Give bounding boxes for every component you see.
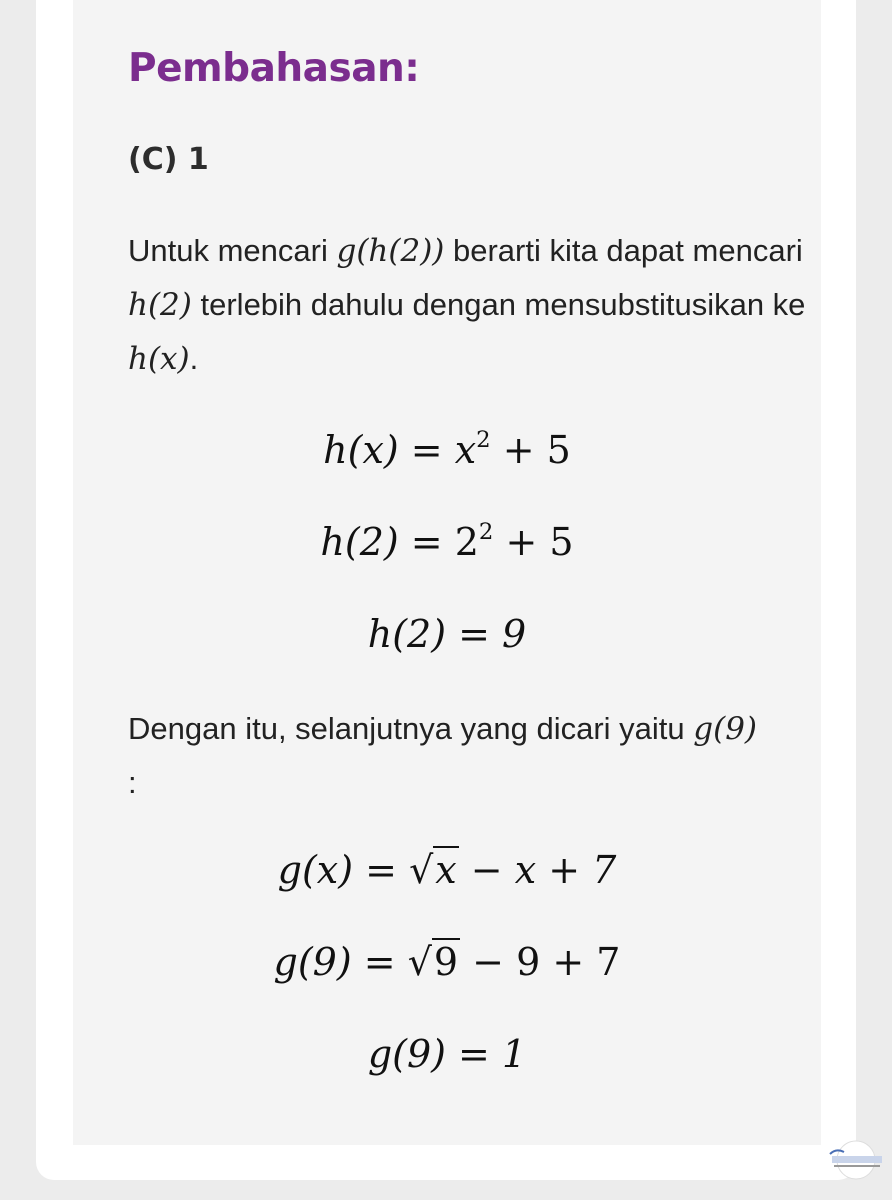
eq-g2-lhs: g(9) = <box>273 940 408 984</box>
para1-text-3: terlebih dahulu dengan mensubstitusikan ke <box>191 287 806 322</box>
eq-h1-rest: + 5 <box>490 428 571 472</box>
para1-math-g-of-h2: g(h(2)) <box>336 233 445 269</box>
para1-math-hx: h(x) <box>128 341 190 377</box>
eq-h1-lhs: h(x) <box>323 428 399 472</box>
para1-text-1: Untuk mencari <box>128 233 337 268</box>
eq-h1-rhs: = x <box>398 428 477 472</box>
eq-g1-radicand: x <box>435 848 457 892</box>
equation-g-result: g(9) = 1 <box>367 1032 527 1076</box>
eq-g2-radicand: 9 <box>433 940 459 984</box>
eq-h2-rhs: = 2 <box>398 520 479 564</box>
equation-h-definition <box>73 428 821 472</box>
para1-text-4: . <box>189 341 199 376</box>
explanation-paragraph-1 <box>128 224 808 386</box>
eq-h2-exponent: 2 <box>478 519 494 546</box>
eq-h1-exponent: 2 <box>476 427 491 454</box>
equation-g-definition <box>73 848 821 892</box>
para2-text-1: Dengan itu, selanjutnya yang dicari yaitu <box>128 711 694 746</box>
equation-h-substitution <box>73 520 821 564</box>
answer-label: (C) 1 <box>128 142 209 177</box>
equation-g-substitution <box>73 940 821 984</box>
section-heading: Pembahasan: <box>128 46 420 91</box>
eq-g1-lhs: g(x) = <box>277 848 410 892</box>
para2-colon: : <box>128 765 137 800</box>
sqrt-symbol: √9 <box>407 940 459 984</box>
eq-g2-rest: − 9 + 7 <box>460 940 621 984</box>
equation-h-result: h(2) = 9 <box>367 612 527 656</box>
watermark-logo <box>826 1140 886 1180</box>
para2-math-g9: g(9) <box>693 711 758 747</box>
eq-h2-rest: + 5 <box>493 520 574 564</box>
eq-h2-lhs: h(2) <box>320 520 399 564</box>
para1-math-h2: h(2) <box>128 287 192 323</box>
sqrt-symbol: √x <box>409 848 457 892</box>
para1-text-2: berarti kita dapat mencari <box>444 233 803 268</box>
eq-g1-rest: − x + 7 <box>458 848 617 892</box>
explanation-paragraph-2 <box>128 702 808 810</box>
